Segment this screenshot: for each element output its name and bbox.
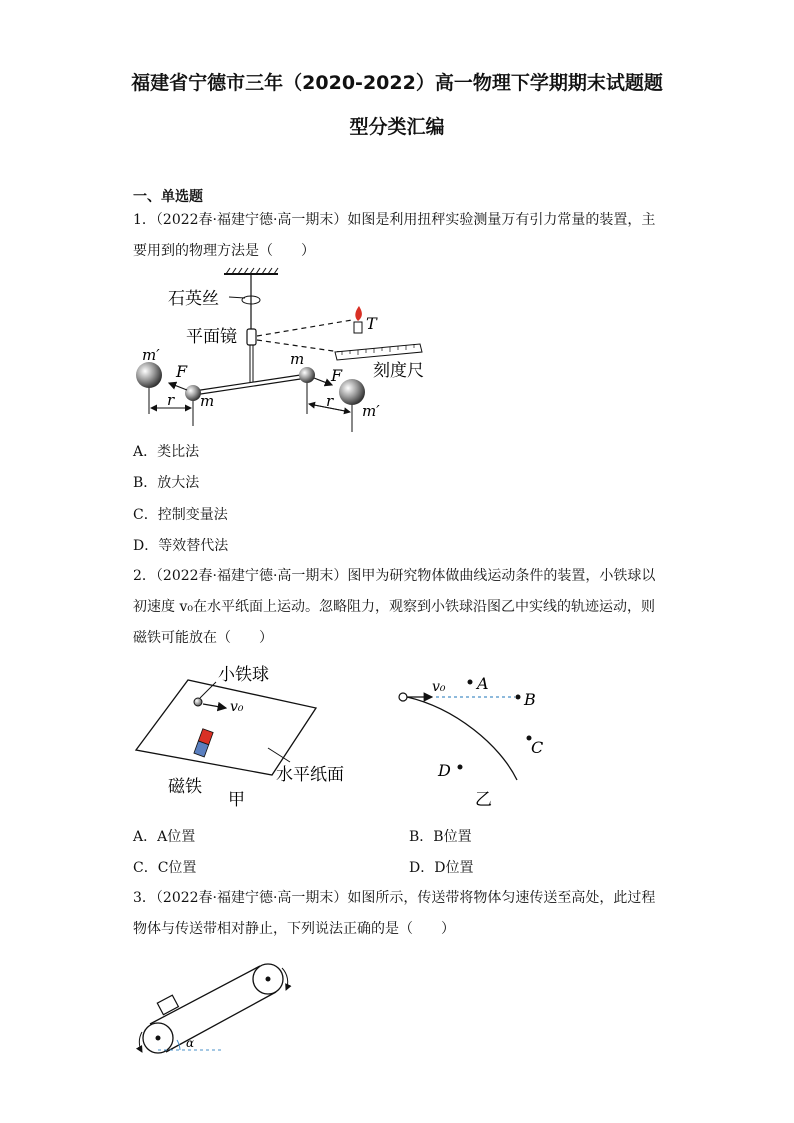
q1-option-a: A．类比法 [133, 444, 200, 460]
q2-stem: 2．（2022春·福建宁德·高一期末）图甲为研究物体做曲线运动条件的装置，小铁球以初速度 v₀在水平纸面上运动。忽略阻力，观察到小铁球沿图乙中实线的轨迹运动，则磁铁可能放在（ ） [133, 568, 656, 646]
quartz-label: 石英丝 [168, 289, 219, 309]
q2-option-b: B．B位置 [409, 829, 472, 845]
distance-left-label: r [167, 391, 175, 409]
mirror-label: 平面镜 [186, 327, 237, 347]
big-mass-right-label: m′ [362, 402, 380, 420]
curved-motion-figure [130, 660, 560, 815]
force-right-label: F [331, 366, 343, 385]
ruler-label: 刻度尺 [373, 361, 424, 381]
q2-option-d: D．D位置 [409, 860, 474, 876]
caption-jia: 甲 [228, 790, 245, 810]
point-b-label: B [524, 690, 536, 709]
torsion-balance-figure [130, 264, 450, 436]
point-d-label: D [438, 761, 451, 780]
q1-option-c: C．控制变量法 [133, 507, 228, 523]
small-mass-left-label: m [200, 392, 215, 410]
section-heading: 一、单选题 [133, 189, 203, 205]
force-left-label: F [176, 362, 188, 381]
distance-right-label: r [326, 392, 334, 410]
lamp-label: T [366, 314, 377, 333]
doc-title-line1: 福建省宁德市三年（2020-2022）高一物理下学期期末试题题 [131, 72, 663, 94]
velocity-label-b: v₀ [432, 679, 446, 695]
q1-option-b: B．放大法 [133, 475, 200, 491]
paper-label: 水平纸面 [276, 765, 344, 785]
point-a-label: A [477, 674, 489, 693]
q3-stem: 3．（2022春·福建宁德·高一期末）如图所示，传送带将物体匀速传送至高处，此过程物体与传送带相对静止，下列说法正确的是（ ） [133, 890, 656, 937]
point-c-label: C [531, 738, 544, 757]
q2-option-a: A．A位置 [133, 829, 196, 845]
ball-label: 小铁球 [218, 665, 269, 685]
doc-title-line2: 型分类汇编 [349, 116, 445, 138]
angle-label: α [186, 1036, 195, 1050]
q1-option-d: D．等效替代法 [133, 538, 229, 554]
big-mass-left-label: m′ [142, 346, 160, 364]
q1-stem: 1．（2022春·福建宁德·高一期末）如图是利用扭秤实验测量万有引力常量的装置，主要用到的物理方法是（ ） [133, 212, 656, 259]
velocity-label-a: v₀ [230, 699, 244, 715]
small-mass-right-label: m [290, 350, 305, 368]
q2-option-c: C．C位置 [133, 860, 197, 876]
conveyor-belt-figure [130, 952, 300, 1060]
caption-yi: 乙 [475, 790, 492, 810]
magnet-label: 磁铁 [168, 777, 202, 797]
